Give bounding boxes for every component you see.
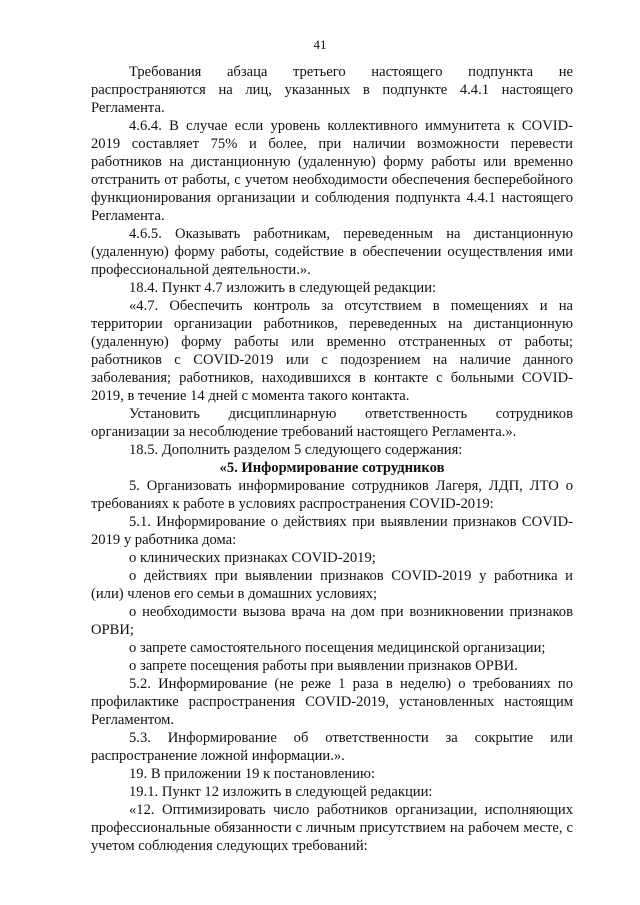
list-item: о запрете самостоятельного посещения медицинской организации;: [129, 640, 546, 656]
paragraph: «4.7. Обеспечить контроль за отсутствием в помещениях и на территории организации работников, переведенных на дистанционную (удаленную) форму работы или временно отстраненных от работы; работников с COVID-2019 или с подозрением на наличие данного заболевания; работников, находившихся в контакте с больными COVID-2019, в течение 14 дней с момента такого контакта.: [91, 298, 573, 404]
page-number: 41: [313, 37, 327, 52]
section-heading: «5. Информирование сотрудников: [219, 460, 445, 476]
paragraph: 5.2. Информирование (не реже 1 раза в неделю) о требованиях по профилактике распространения COVID-2019, установленных настоящим Регламентом.: [91, 676, 573, 728]
paragraph: 5.3. Информирование об ответственности за сокрытие или распространение ложной информации.».: [91, 730, 573, 764]
paragraph: 4.6.5. Оказывать работникам, переведенным на дистанционную (удаленную) форму работы, содействие в обеспечении осуществления ими профессиональной деятельности.».: [91, 226, 573, 278]
paragraph: 18.5. Дополнить разделом 5 следующего содержания:: [129, 442, 463, 458]
list-item: о клинических признаках COVID-2019;: [129, 550, 376, 566]
paragraph: 18.4. Пункт 4.7 изложить в следующей редакции:: [129, 280, 437, 296]
list-item: о запрете посещения работы при выявлении признаков ОРВИ.: [129, 658, 518, 674]
paragraph: 5.1. Информирование о действиях при выявлении признаков COVID-2019 у работника дома:: [91, 514, 573, 548]
paragraph: «12. Оптимизировать число работников организации, исполняющих профессиональные обязанности с личным присутствием на рабочем месте, с учетом соблюдения следующих требований:: [91, 802, 573, 854]
paragraph: Требования абзаца третьего настоящего подпункта не распространяются на лиц, указанных в подпункте 4.4.1 настоящего Регламента.: [91, 64, 573, 116]
list-item: о действиях при выявлении признаков COVID-2019 у работника и (или) членов его семьи в домашних условиях;: [91, 568, 573, 602]
paragraph: 4.6.4. В случае если уровень коллективного иммунитета к COVID-2019 составляет 75% и более, при наличии возможности перевести работников на дистанционную (удаленную) форму работы или временно отстранить от работы, с учетом необходимости обеспечения бесперебойного функционирования организации и соблюдения подпункта 4.4.1 настоящего Регламента.: [91, 118, 573, 224]
paragraph: Установить дисциплинарную ответственность сотрудников организации за несоблюдение требований настоящего Регламента.».: [91, 406, 573, 440]
paragraph: 19. В приложении 19 к постановлению:: [129, 766, 375, 782]
document-body: [91, 63, 573, 855]
paragraph: 5. Организовать информирование сотрудников Лагеря, ЛДП, ЛТО о требованиях к работе в условиях распространения COVID-2019:: [91, 478, 573, 512]
paragraph: 19.1. Пункт 12 изложить в следующей редакции:: [129, 784, 433, 800]
list-item: о необходимости вызова врача на дом при возникновении признаков ОРВИ;: [91, 604, 573, 638]
